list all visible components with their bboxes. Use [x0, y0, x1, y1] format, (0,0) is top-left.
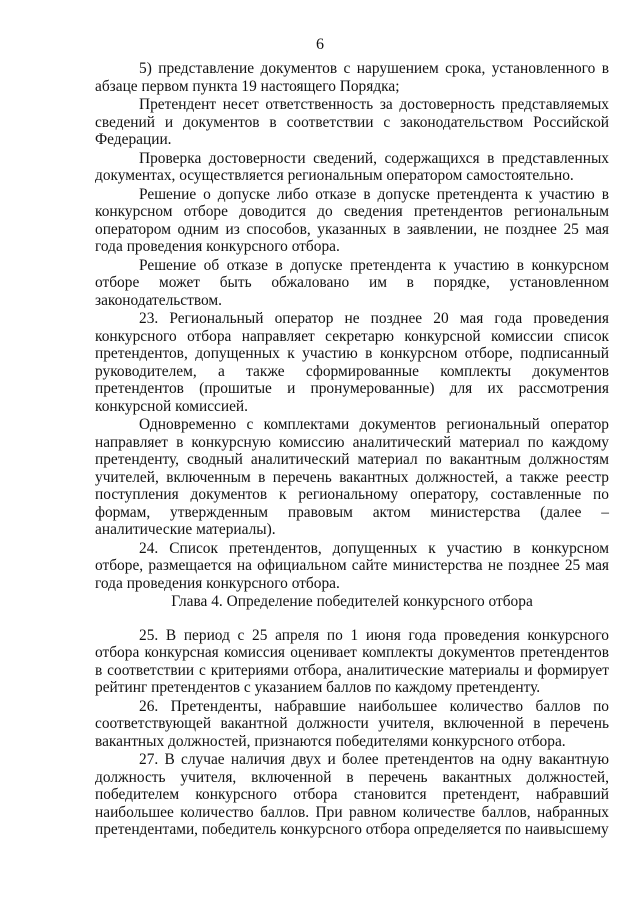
- paragraph: Решение об отказе в допуске претендента к участию в конкурсном отборе может быть обжаловано им в порядке, установленном законодательством.: [95, 256, 609, 309]
- paragraph: Решение о допуске либо отказе в допуске претендента к участию в конкурсном отборе доводится до сведения претендентов региональным оператором одним из способов, указанных в заявлении, не позднее 25 мая года проведения конкурсного отбора.: [95, 185, 609, 255]
- paragraph: Одновременно с комплектами документов региональный оператор направляет в конкурсную комиссию аналитический материал по каждому претенденту, сводный аналитический материал по вакантным должностям учителей, включенным в перечень вакантных должностей, а также реестр поступления документов к региональному оператору, составленные по формам, утвержденным правовым актом министерства (далее – аналитические материалы).: [95, 416, 609, 538]
- paragraph-clause-23: 23. Региональный оператор не позднее 20 мая года проведения конкурсного отбора направляет секретарю конкурсной комиссии список претендентов, допущенных к участию в конкурсном отборе, подписанный руководителем, а также сформированные комплекты документов претендентов (прошитые и пронумерованные) для их рассмотрения конкурсной комиссией.: [95, 310, 609, 415]
- paragraph-clause-26: 26. Претенденты, набравшие наибольшее количество баллов по соответствующей вакантной должности учителя, включенной в перечень вакантных должностей, признаются победителями конкурсного отбора.: [95, 697, 609, 750]
- paragraph-clause-27: 27. В случае наличия двух и более претендентов на одну вакантную должность учителя, включенной в перечень вакантных должностей, победителем конкурсного отбора становится претендент, набравший наибольшее количество баллов. При равном количестве баллов, набранных претендентами, победитель конкурсного отбора определяется по наивысшему: [95, 751, 609, 838]
- paragraph: Претендент несет ответственность за достоверность представляемых сведений и документов в соответствии с законодательством Российской Федерации.: [95, 96, 609, 148]
- paragraph-clause-24: 24. Список претендентов, допущенных к участию в конкурсном отборе, размещается на официальном сайте министерства не позднее 25 мая года проведения конкурсного отбора.: [95, 539, 609, 592]
- paragraph: Проверка достоверности сведений, содержащихся в представленных документах, осуществляется региональным оператором самостоятельно.: [95, 149, 609, 184]
- chapter-heading: Глава 4. Определение победителей конкурсного отбора: [171, 593, 533, 610]
- document-body: [95, 60, 609, 839]
- page-number: 6: [316, 36, 324, 53]
- paragraph: 5) представление документов с нарушением срока, установленного в абзаце первом пункта 19 настоящего Порядка;: [95, 60, 609, 95]
- paragraph-clause-25: 25. В период с 25 апреля по 1 июня года проведения конкурсного отбора конкурсная комиссия оценивает комплекты документов претендентов в соответствии с критериями отбора, аналитические материалы и формирует рейтинг претендентов с указанием баллов по каждому претенденту.: [95, 626, 609, 696]
